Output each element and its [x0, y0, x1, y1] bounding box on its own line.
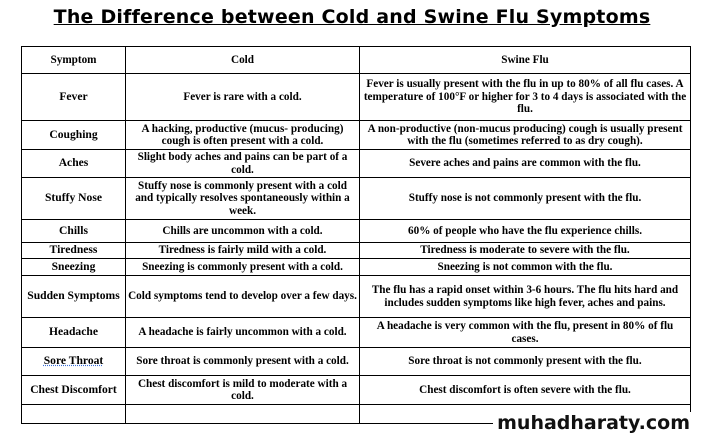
- symptom-cell: Fever: [22, 74, 126, 121]
- symptom-cell: Tiredness: [22, 243, 126, 259]
- table-header-row: [22, 47, 691, 74]
- flu-cell: Stuffy nose is not commonly present with the flu.: [360, 178, 691, 220]
- cold-cell: A headache is fairly uncommon with a cold.: [126, 318, 360, 348]
- flu-cell: Sore throat is not commonly present with the flu.: [360, 348, 691, 376]
- cold-cell: Tiredness is fairly mild with a cold.: [126, 243, 360, 259]
- table-row: [22, 376, 691, 405]
- flu-cell: Fever is usually present with the flu in up to 80% of all flu cases. A temperature of 100°F or higher for 3 to 4 days is associated with the flu.: [360, 74, 691, 121]
- table-row: [22, 243, 691, 259]
- empty-cell: [22, 405, 126, 424]
- header-symptom: Symptom: [22, 47, 126, 74]
- flu-cell: A non-productive (non-mucus producing) cough is usually present with the flu (sometimes referred to as dry cough).: [360, 121, 691, 150]
- flu-cell: The flu has a rapid onset within 3-6 hours. The flu hits hard and includes sudden symptoms like high fever, aches and pains.: [360, 276, 691, 318]
- cold-cell: Sore throat is commonly present with a cold.: [126, 348, 360, 376]
- table-row: [22, 259, 691, 276]
- cold-cell: A hacking, productive (mucus- producing) cough is often present with a cold.: [126, 121, 360, 150]
- table-row: [22, 220, 691, 243]
- cold-cell: Slight body aches and pains can be part of a cold.: [126, 150, 360, 178]
- table-row: [22, 121, 691, 150]
- symptom-cell: Headache: [22, 318, 126, 348]
- symptom-cell: Sneezing: [22, 259, 126, 276]
- symptom-cell: Chills: [22, 220, 126, 243]
- header-cold: Cold: [126, 47, 360, 74]
- symptom-cell: Coughing: [22, 121, 126, 150]
- flu-cell: Chest discomfort is often severe with the flu.: [360, 376, 691, 405]
- table-row: [22, 150, 691, 178]
- cold-cell: Chest discomfort is mild to moderate with a cold.: [126, 376, 360, 405]
- table-row: [22, 348, 691, 376]
- table-row: [22, 74, 691, 121]
- flu-cell: Sneezing is not common with the flu.: [360, 259, 691, 276]
- table-row: [22, 276, 691, 318]
- header-swine-flu: Swine Flu: [360, 47, 691, 74]
- flu-cell: Tiredness is moderate to severe with the flu.: [360, 243, 691, 259]
- flu-cell: 60% of people who have the flu experience chills.: [360, 220, 691, 243]
- symptom-cell: Chest Discomfort: [22, 376, 126, 405]
- symptom-cell: Sore Throat: [22, 348, 126, 376]
- symptom-cell: Stuffy Nose: [22, 178, 126, 220]
- watermark-logo: muhadharaty.com: [493, 412, 694, 434]
- flu-cell: A headache is very common with the flu, present in 80% of flu cases.: [360, 318, 691, 348]
- table-row: [22, 318, 691, 348]
- cold-cell: Sneezing is commonly present with a cold.: [126, 259, 360, 276]
- cold-cell: Fever is rare with a cold.: [126, 74, 360, 121]
- cold-cell: Chills are uncommon with a cold.: [126, 220, 360, 243]
- empty-cell: [126, 405, 360, 424]
- symptoms-table: [21, 46, 691, 424]
- cold-cell: Stuffy nose is commonly present with a cold and typically resolves spontaneously within a week.: [126, 178, 360, 220]
- table-row: [22, 178, 691, 220]
- symptom-cell: Aches: [22, 150, 126, 178]
- cold-cell: Cold symptoms tend to develop over a few days.: [126, 276, 360, 318]
- symptom-cell: Sudden Symptoms: [22, 276, 126, 318]
- flu-cell: Severe aches and pains are common with the flu.: [360, 150, 691, 178]
- page-title: The Difference between Cold and Swine Flu Symptoms: [53, 6, 651, 28]
